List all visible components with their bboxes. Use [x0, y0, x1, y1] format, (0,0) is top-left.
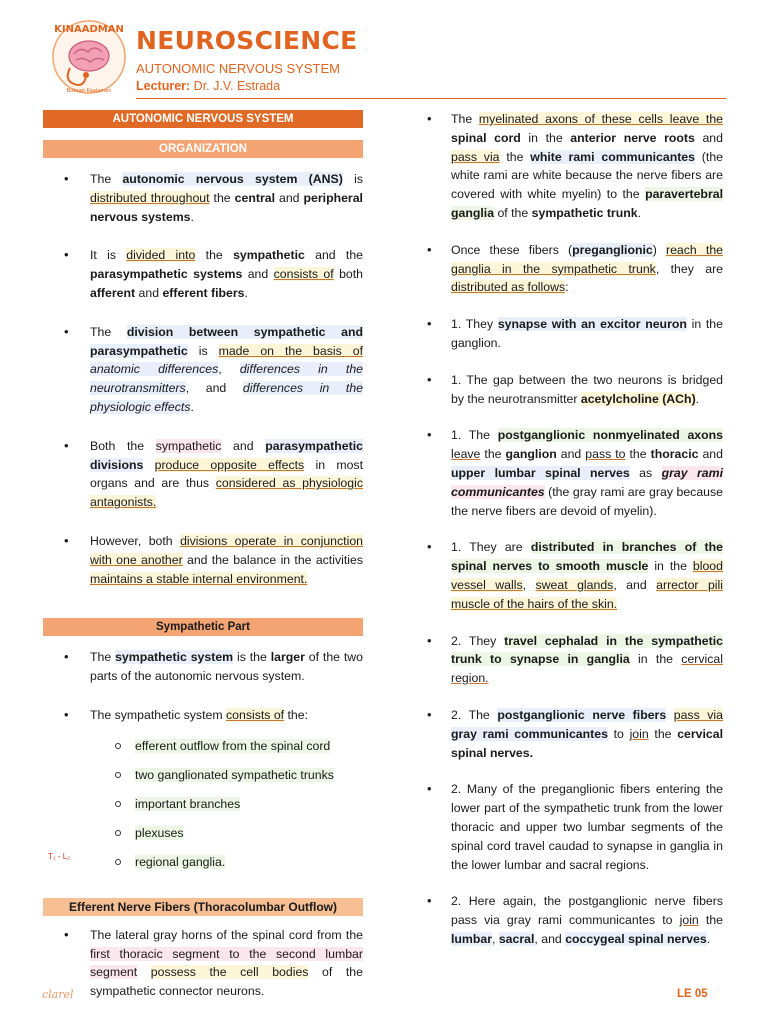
- efferent-list: [43, 926, 363, 1001]
- list-item: • 2. Here again, the postganglionic nerve fibers pass via gray rami communicantes to join the lumbar, sacral, and coccygeal spinal nerves.: [426, 892, 723, 948]
- pathway-list: [426, 110, 723, 949]
- lecturer-name: Dr. J.V. Estrada: [190, 79, 281, 93]
- section-bar-efferent: Efferent Nerve Fibers (Thoracolumbar Outflow): [43, 898, 363, 916]
- list-item: • The sympathetic system consists of the:: [43, 706, 363, 725]
- lecturer-line: [136, 79, 280, 93]
- list-item: • The myelinated axons of these cells leave the spinal cord in the anterior nerve roots and pass via the white rami communicantes (the white rami are white because the nerve fibers are covered with white myelin) to the paravertebral ganglia of the sympathetic trunk.: [426, 110, 723, 223]
- right-column: [426, 110, 723, 949]
- sub-list-item: two ganglionated sympathetic trunks: [43, 766, 363, 795]
- list-item: • Both the sympathetic and parasympathetic divisions produce opposite effects in most organs and are thus considered as physiologic antagonists.: [43, 437, 363, 512]
- list-item: • However, both divisions operate in conjunction with one another and the balance in the activities maintains a stable internal environment.: [43, 532, 363, 588]
- sub-list-item: plexuses: [43, 824, 363, 853]
- sub-list-item: efferent outflow from the spinal cord: [43, 737, 363, 766]
- handwritten-note: T₁ - L₂: [48, 852, 71, 861]
- list-item: • It is divided into the sympathetic and the parasympathetic systems and consists of both afferent and efferent fibers.: [43, 246, 363, 302]
- sub-list-item: regional ganglia.: [43, 853, 363, 882]
- lecturer-label: Lecturer:: [136, 79, 191, 93]
- sympathetic-components-list: [43, 737, 363, 882]
- list-item: • 1. The postganglionic nonmyelinated axons leave the ganglion and pass to the thoracic and upper lumbar spinal nerves as gray rami communicantes (the gray rami are gray because the nerve fibers are devoid of myelin).: [426, 426, 723, 520]
- list-item: • 2. The postganglionic nerve fibers pass via gray rami communicantes to join the cervical spinal nerves.: [426, 706, 723, 762]
- organization-list: [43, 170, 363, 588]
- list-item: • 1. They are distributed in branches of the spinal nerves to smooth muscle in the blood vessel walls, sweat glands, and arrector pili muscle of the hairs of the skin.: [426, 538, 723, 613]
- section-bar-ans: AUTONOMIC NERVOUS SYSTEM: [43, 110, 363, 128]
- logo-tagline: Buksan Kaalaman: [66, 88, 112, 94]
- list-item: • The division between sympathetic and parasympathetic is made on the basis of anatomic differences, differences in the neurotransmitters, and differences in the physiologic effects.: [43, 323, 363, 417]
- list-item: • 2. They travel cephalad in the sympathetic trunk to synapse in ganglia in the cervical region.: [426, 632, 723, 688]
- list-item: • 1. The gap between the two neurons is bridged by the neurotransmitter acetylcholine (ACh).: [426, 371, 723, 409]
- section-bar-organization: ORGANIZATION: [43, 140, 363, 158]
- header-divider: [136, 98, 726, 99]
- logo-text: KINAADMAN: [54, 24, 124, 35]
- kinaadman-logo: [50, 18, 128, 96]
- left-column: [43, 110, 363, 1001]
- sympathetic-list: [43, 648, 363, 724]
- signature: clarel: [42, 988, 74, 1001]
- list-item: • The autonomic nervous system (ANS) is distributed throughout the central and peripheral nervous systems.: [43, 170, 363, 226]
- list-item: • Once these fibers (preganglionic) reach the ganglia in the sympathetic trunk, they are distributed as follows:: [426, 241, 723, 297]
- list-item: • The sympathetic system is the larger of the two parts of the autonomic nervous system.: [43, 648, 363, 686]
- section-bar-sympathetic: Sympathetic Part: [43, 618, 363, 636]
- page-title: NEUROSCIENCE: [136, 26, 358, 55]
- page-label: LE 05: [677, 988, 708, 1000]
- sub-list-item: important branches: [43, 795, 363, 824]
- list-item: • 2. Many of the preganglionic fibers entering the lower part of the sympathetic trunk from the lower thoracic and upper two lumbar segments of the spinal cord travel caudad to synapse in ganglia in the lower lumbar and sacral regions.: [426, 780, 723, 874]
- list-item: • The lateral gray horns of the spinal cord from the first thoracic segment to the second lumbar segment possess the cell bodies of the sympathetic connector neurons.: [43, 926, 363, 1001]
- list-item: • 1. They synapse with an excitor neuron in the ganglion.: [426, 315, 723, 353]
- page-subtitle: AUTONOMIC NERVOUS SYSTEM: [136, 61, 340, 76]
